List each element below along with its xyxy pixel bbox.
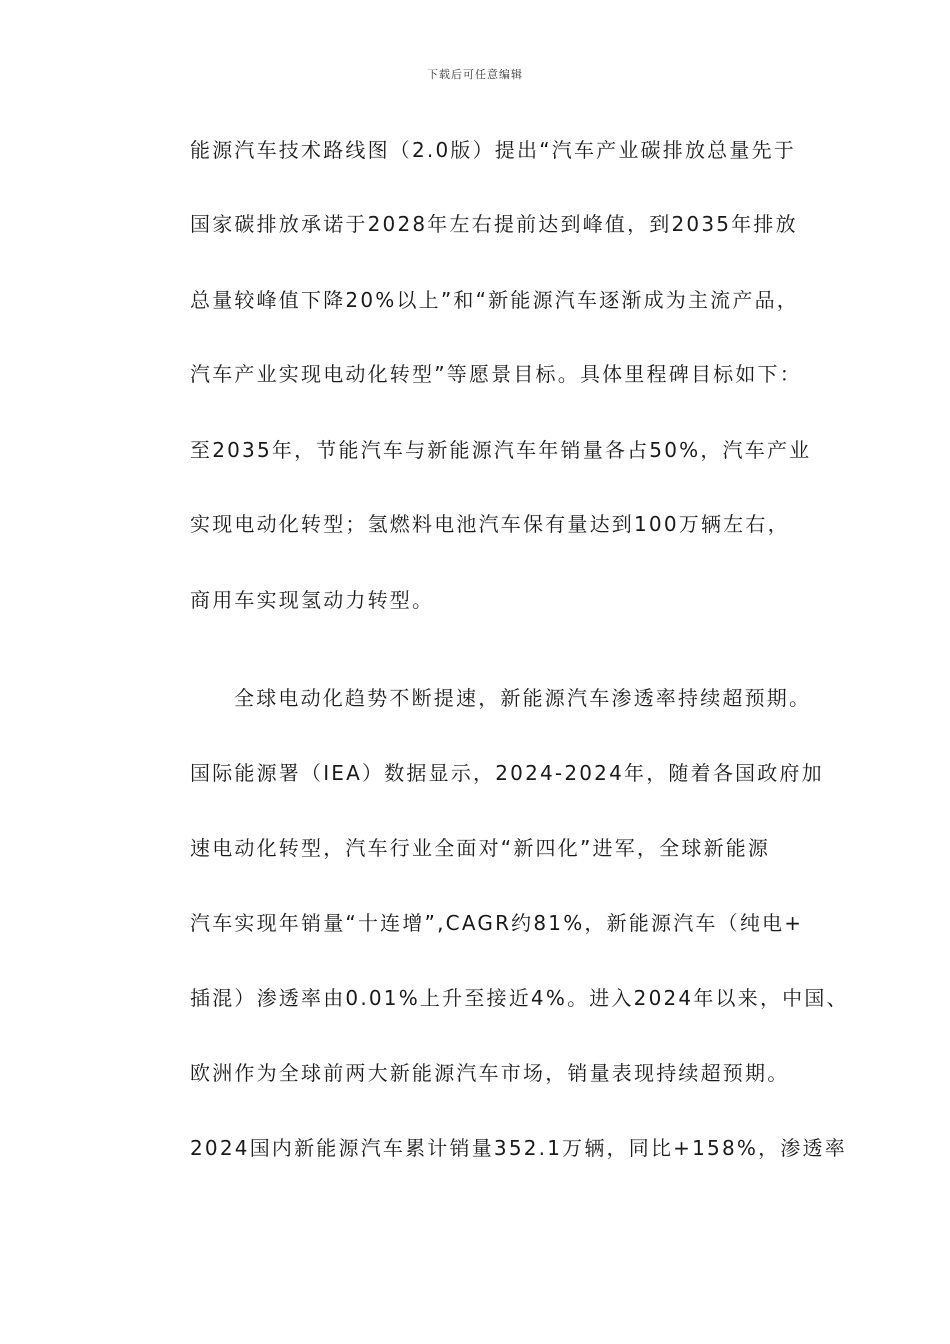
paragraph-2-line-7: 2024国内新能源汽车累计销量352.1万辆，同比+158%，渗透率 bbox=[190, 1136, 847, 1160]
paragraph-2-line-5: 插混）渗透率由0.01%上升至接近4%。进入2024年以来，中国、 bbox=[190, 986, 849, 1010]
paragraph-2-line-6: 欧洲作为全球前两大新能源汽车市场，销量表现持续超预期。 bbox=[190, 1061, 790, 1085]
paragraph-1-line-4: 汽车产业实现电动化转型”等愿景目标。具体里程碑目标如下： bbox=[190, 362, 802, 386]
header-note: 下载后可任意编辑 bbox=[427, 68, 523, 81]
paragraph-2-line-4: 汽车实现年销量“十连增”,CAGR约81%，新能源汽车（纯电+ bbox=[190, 911, 804, 935]
paragraph-1-line-3: 总量较峰值下降20%以上”和“新能源汽车逐渐成为主流产品， bbox=[190, 288, 799, 312]
paragraph-2-line-2: 国际能源署（IEA）数据显示，2024-2024年，随着各国政府加 bbox=[190, 761, 824, 785]
paragraph-1-line-5: 至2035年，节能汽车与新能源汽车年销量各占50%，汽车产业 bbox=[190, 438, 812, 462]
paragraph-2-line-3: 速电动化转型，汽车行业全面对“新四化”进军，全球新能源 bbox=[190, 836, 771, 860]
paragraph-1-line-1: 能源汽车技术路线图（2.0版）提出“汽车产业碳排放总量先于 bbox=[190, 138, 796, 162]
paragraph-1-line-6: 实现电动化转型；氢燃料电池汽车保有量达到100万辆左右， bbox=[190, 512, 790, 536]
paragraph-1-line-2: 国家碳排放承诺于2028年左右提前达到峰值，到2035年排放 bbox=[190, 212, 798, 236]
paragraph-2-line-1: 全球电动化趋势不断提速，新能源汽车渗透率持续超预期。 bbox=[234, 686, 812, 710]
paragraph-1-line-7: 商用车实现氢动力转型。 bbox=[190, 588, 435, 612]
